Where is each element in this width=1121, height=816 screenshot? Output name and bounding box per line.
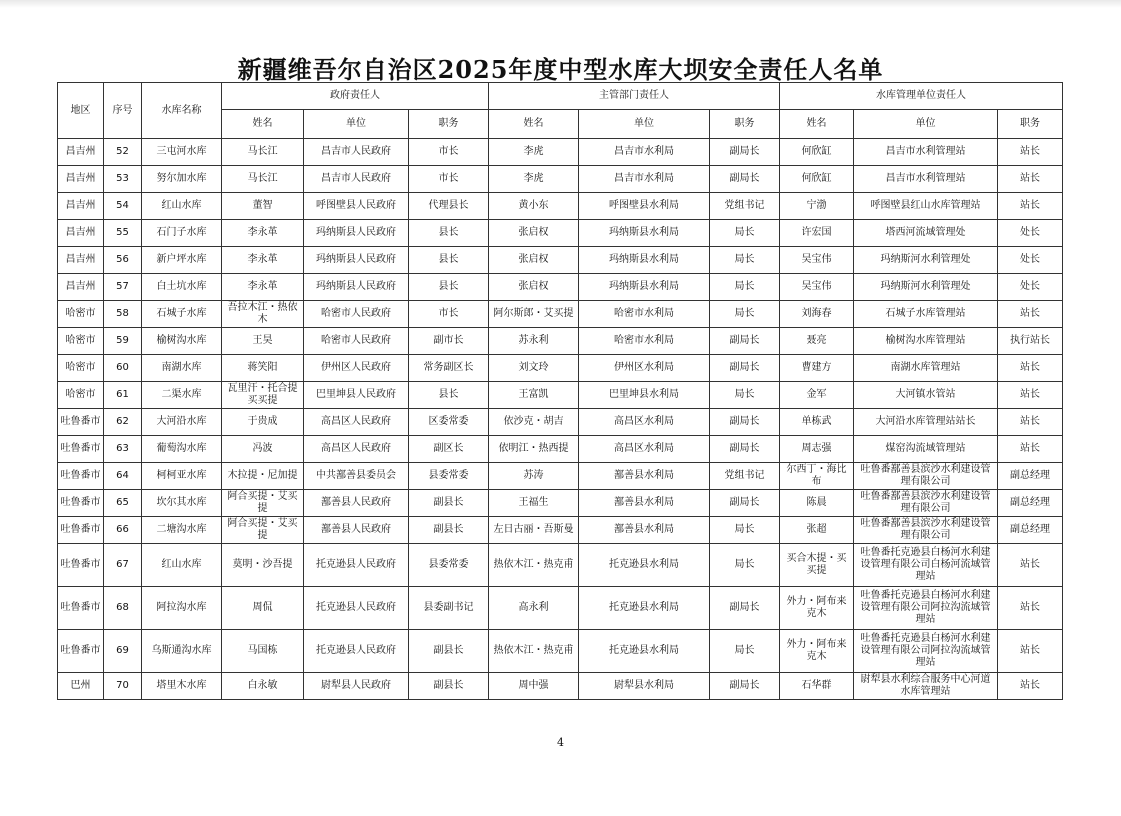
cell-mgmt-position: 站长 [998, 166, 1063, 193]
table-row [58, 544, 1063, 587]
cell-mgmt-name: 尔西丁・海比布 [780, 463, 854, 490]
cell-dept-unit: 玛纳斯县水利局 [579, 274, 710, 301]
cell-gov-name: 白永敏 [222, 673, 304, 700]
table-row [58, 193, 1063, 220]
cell-dept-position: 副局长 [710, 409, 780, 436]
cell-mgmt-position: 处长 [998, 274, 1063, 301]
cell-gov-position: 代理县长 [409, 193, 489, 220]
cell-mgmt-position: 站长 [998, 673, 1063, 700]
cell-dept-position: 党组书记 [710, 193, 780, 220]
cell-gov-unit: 哈密市人民政府 [304, 328, 409, 355]
cell-region: 哈密市 [58, 382, 104, 409]
cell-dept-unit: 高昌区水利局 [579, 436, 710, 463]
cell-reservoir: 榆树沟水库 [142, 328, 222, 355]
cell-mgmt-name: 许宏国 [780, 220, 854, 247]
cell-dept-unit: 玛纳斯县水利局 [579, 220, 710, 247]
cell-region: 哈密市 [58, 355, 104, 382]
cell-mgmt-name: 何欣缸 [780, 139, 854, 166]
cell-mgmt-position: 站长 [998, 630, 1063, 673]
header-dept-unit: 单位 [579, 110, 710, 139]
cell-gov-unit: 中共鄯善县委员会 [304, 463, 409, 490]
cell-dept-name: 黄小东 [489, 193, 579, 220]
cell-mgmt-unit: 吐鲁番托克逊县白杨河水利建设管理有限公司白杨河流域管理站 [854, 544, 998, 587]
cell-gov-name: 马长江 [222, 166, 304, 193]
cell-seq: 52 [104, 139, 142, 166]
scan-edge [0, 0, 1121, 8]
cell-gov-position: 县委常委 [409, 463, 489, 490]
cell-gov-position: 副市长 [409, 328, 489, 355]
cell-seq: 53 [104, 166, 142, 193]
cell-mgmt-unit: 大河镇水管站 [854, 382, 998, 409]
cell-dept-name: 高永利 [489, 587, 579, 630]
cell-gov-name: 莫明・沙吾提 [222, 544, 304, 587]
cell-mgmt-name: 聂亮 [780, 328, 854, 355]
cell-dept-unit: 托克逊县水利局 [579, 630, 710, 673]
cell-seq: 67 [104, 544, 142, 587]
cell-dept-position: 局长 [710, 247, 780, 274]
cell-gov-unit: 呼图壁县人民政府 [304, 193, 409, 220]
cell-seq: 63 [104, 436, 142, 463]
cell-region: 昌吉州 [58, 166, 104, 193]
cell-seq: 66 [104, 517, 142, 544]
cell-region: 昌吉州 [58, 274, 104, 301]
header-gov-name: 姓名 [222, 110, 304, 139]
cell-reservoir: 塔里木水库 [142, 673, 222, 700]
cell-mgmt-position: 站长 [998, 139, 1063, 166]
document-title: 新疆维吾尔自治区2025年度中型水库大坝安全责任人名单 [237, 55, 884, 84]
table-row [58, 166, 1063, 193]
table-row [58, 463, 1063, 490]
cell-region: 吐鲁番市 [58, 630, 104, 673]
cell-seq: 56 [104, 247, 142, 274]
cell-mgmt-position: 站长 [998, 409, 1063, 436]
cell-reservoir: 葡萄沟水库 [142, 436, 222, 463]
cell-gov-unit: 高昌区人民政府 [304, 409, 409, 436]
cell-mgmt-name: 陈晨 [780, 490, 854, 517]
cell-mgmt-position: 执行站长 [998, 328, 1063, 355]
cell-dept-unit: 伊州区水利局 [579, 355, 710, 382]
cell-mgmt-name: 石华群 [780, 673, 854, 700]
cell-dept-name: 左日古丽・吾斯曼 [489, 517, 579, 544]
cell-mgmt-unit: 煤窑沟流域管理站 [854, 436, 998, 463]
cell-seq: 58 [104, 301, 142, 328]
cell-dept-name: 王福生 [489, 490, 579, 517]
cell-reservoir: 二渠水库 [142, 382, 222, 409]
cell-gov-position: 区委常委 [409, 409, 489, 436]
cell-mgmt-unit: 吐鲁番托克逊县白杨河水利建设管理有限公司阿拉沟流域管理站 [854, 587, 998, 630]
cell-mgmt-unit: 南湖水库管理站 [854, 355, 998, 382]
cell-gov-unit: 昌吉市人民政府 [304, 139, 409, 166]
cell-mgmt-unit: 塔西河流域管理处 [854, 220, 998, 247]
cell-mgmt-name: 单栋武 [780, 409, 854, 436]
cell-mgmt-name: 何欣缸 [780, 166, 854, 193]
table-row [58, 490, 1063, 517]
cell-dept-name: 刘文玲 [489, 355, 579, 382]
cell-dept-unit: 鄯善县水利局 [579, 517, 710, 544]
cell-region: 昌吉州 [58, 193, 104, 220]
cell-mgmt-unit: 榆树沟水库管理站 [854, 328, 998, 355]
header-dept-position: 职务 [710, 110, 780, 139]
table-row [58, 301, 1063, 328]
cell-dept-position: 副局长 [710, 490, 780, 517]
cell-reservoir: 坎尔其水库 [142, 490, 222, 517]
table-row [58, 409, 1063, 436]
table-row [58, 274, 1063, 301]
cell-mgmt-position: 处长 [998, 220, 1063, 247]
table-row [58, 630, 1063, 673]
header-seq: 序号 [104, 83, 142, 139]
cell-seq: 55 [104, 220, 142, 247]
header-dept-name: 姓名 [489, 110, 579, 139]
cell-dept-position: 局长 [710, 220, 780, 247]
cell-dept-name: 苏涛 [489, 463, 579, 490]
cell-gov-unit: 托克逊县人民政府 [304, 630, 409, 673]
cell-gov-name: 木拉提・尼加提 [222, 463, 304, 490]
cell-gov-name: 周侃 [222, 587, 304, 630]
cell-gov-position: 市长 [409, 139, 489, 166]
table-row [58, 247, 1063, 274]
cell-reservoir: 石门子水库 [142, 220, 222, 247]
cell-dept-name: 依明江・热西提 [489, 436, 579, 463]
cell-dept-position: 副局长 [710, 587, 780, 630]
cell-mgmt-unit: 呼图壁县红山水库管理站 [854, 193, 998, 220]
cell-dept-position: 局长 [710, 517, 780, 544]
cell-mgmt-position: 站长 [998, 301, 1063, 328]
cell-dept-name: 热依木江・热克甫 [489, 544, 579, 587]
cell-reservoir: 新户坪水库 [142, 247, 222, 274]
cell-region: 昌吉州 [58, 139, 104, 166]
cell-mgmt-unit: 尉犁县水利综合服务中心河道水库管理站 [854, 673, 998, 700]
cell-gov-name: 李永革 [222, 274, 304, 301]
cell-reservoir: 三屯河水库 [142, 139, 222, 166]
cell-seq: 61 [104, 382, 142, 409]
cell-dept-name: 阿尔斯郎・艾买提 [489, 301, 579, 328]
cell-region: 昌吉州 [58, 247, 104, 274]
responsibility-table [57, 82, 1063, 700]
cell-seq: 70 [104, 673, 142, 700]
table-body [58, 139, 1063, 700]
cell-mgmt-unit: 大河沿水库管理站站长 [854, 409, 998, 436]
cell-mgmt-name: 吴宝伟 [780, 274, 854, 301]
header-gov-group: 政府责任人 [222, 83, 489, 110]
cell-gov-unit: 巴里坤县人民政府 [304, 382, 409, 409]
cell-gov-position: 副县长 [409, 630, 489, 673]
cell-mgmt-position: 站长 [998, 544, 1063, 587]
cell-gov-name: 阿合买提・艾买提 [222, 490, 304, 517]
page-number: 4 [557, 736, 564, 749]
cell-mgmt-position: 处长 [998, 247, 1063, 274]
cell-gov-position: 县长 [409, 382, 489, 409]
table-row [58, 382, 1063, 409]
cell-dept-name: 王富凯 [489, 382, 579, 409]
cell-gov-unit: 哈密市人民政府 [304, 301, 409, 328]
cell-region: 哈密市 [58, 328, 104, 355]
cell-gov-unit: 昌吉市人民政府 [304, 166, 409, 193]
cell-dept-position: 副局长 [710, 139, 780, 166]
cell-seq: 60 [104, 355, 142, 382]
cell-mgmt-name: 吴宝伟 [780, 247, 854, 274]
cell-dept-position: 局长 [710, 382, 780, 409]
cell-gov-name: 董智 [222, 193, 304, 220]
header-region: 地区 [58, 83, 104, 139]
cell-seq: 54 [104, 193, 142, 220]
cell-seq: 62 [104, 409, 142, 436]
cell-dept-position: 局长 [710, 274, 780, 301]
header-mgmt-name: 姓名 [780, 110, 854, 139]
cell-gov-position: 副区长 [409, 436, 489, 463]
cell-mgmt-name: 买合木提・买买提 [780, 544, 854, 587]
header-gov-position: 职务 [409, 110, 489, 139]
cell-gov-position: 县长 [409, 247, 489, 274]
cell-dept-position: 局长 [710, 301, 780, 328]
cell-region: 吐鲁番市 [58, 587, 104, 630]
cell-reservoir: 红山水库 [142, 193, 222, 220]
cell-mgmt-unit: 吐鲁番鄯善县滨沙水利建设管理有限公司 [854, 490, 998, 517]
cell-gov-position: 副县长 [409, 673, 489, 700]
cell-reservoir: 石城子水库 [142, 301, 222, 328]
cell-reservoir: 白土坑水库 [142, 274, 222, 301]
cell-gov-unit: 鄯善县人民政府 [304, 490, 409, 517]
cell-seq: 65 [104, 490, 142, 517]
cell-mgmt-name: 周志强 [780, 436, 854, 463]
cell-region: 吐鲁番市 [58, 409, 104, 436]
cell-gov-unit: 玛纳斯县人民政府 [304, 247, 409, 274]
cell-gov-unit: 托克逊县人民政府 [304, 587, 409, 630]
cell-gov-name: 李永革 [222, 247, 304, 274]
cell-region: 吐鲁番市 [58, 436, 104, 463]
cell-mgmt-name: 曹建方 [780, 355, 854, 382]
cell-gov-name: 马长江 [222, 139, 304, 166]
cell-dept-name: 李虎 [489, 139, 579, 166]
cell-gov-position: 市长 [409, 166, 489, 193]
cell-gov-position: 县长 [409, 274, 489, 301]
cell-mgmt-unit: 吐鲁番托克逊县白杨河水利建设管理有限公司阿拉沟流域管理站 [854, 630, 998, 673]
cell-seq: 69 [104, 630, 142, 673]
cell-dept-unit: 昌吉市水利局 [579, 166, 710, 193]
cell-gov-unit: 尉犁县人民政府 [304, 673, 409, 700]
table-row [58, 673, 1063, 700]
cell-mgmt-unit: 石城子水库管理站 [854, 301, 998, 328]
cell-mgmt-unit: 昌吉市水利管理站 [854, 166, 998, 193]
cell-mgmt-unit: 昌吉市水利管理站 [854, 139, 998, 166]
cell-gov-position: 县委副书记 [409, 587, 489, 630]
cell-mgmt-name: 外力・阿布来克木 [780, 630, 854, 673]
cell-dept-unit: 呼图壁县水利局 [579, 193, 710, 220]
cell-reservoir: 乌斯通沟水库 [142, 630, 222, 673]
cell-reservoir: 红山水库 [142, 544, 222, 587]
table-row [58, 355, 1063, 382]
cell-gov-position: 副县长 [409, 517, 489, 544]
cell-mgmt-position: 站长 [998, 587, 1063, 630]
cell-mgmt-name: 刘海春 [780, 301, 854, 328]
cell-gov-position: 市长 [409, 301, 489, 328]
cell-mgmt-position: 站长 [998, 436, 1063, 463]
cell-gov-position: 县委常委 [409, 544, 489, 587]
cell-mgmt-name: 宁渤 [780, 193, 854, 220]
cell-seq: 59 [104, 328, 142, 355]
header-mgmt-unit: 单位 [854, 110, 998, 139]
cell-reservoir: 阿拉沟水库 [142, 587, 222, 630]
cell-dept-unit: 鄯善县水利局 [579, 463, 710, 490]
table-row [58, 220, 1063, 247]
cell-mgmt-unit: 吐鲁番鄯善县滨沙水利建设管理有限公司 [854, 517, 998, 544]
cell-gov-name: 瓦里汗・托合提买买提 [222, 382, 304, 409]
cell-mgmt-position: 副总经理 [998, 490, 1063, 517]
cell-mgmt-position: 站长 [998, 355, 1063, 382]
cell-dept-name: 李虎 [489, 166, 579, 193]
cell-region: 吐鲁番市 [58, 544, 104, 587]
cell-gov-name: 蒋笑阳 [222, 355, 304, 382]
cell-gov-unit: 托克逊县人民政府 [304, 544, 409, 587]
cell-mgmt-unit: 玛纳斯河水利管理处 [854, 247, 998, 274]
cell-dept-position: 副局长 [710, 355, 780, 382]
cell-gov-position: 县长 [409, 220, 489, 247]
cell-region: 吐鲁番市 [58, 517, 104, 544]
cell-dept-position: 副局长 [710, 328, 780, 355]
cell-seq: 57 [104, 274, 142, 301]
header-mgmt-group: 水库管理单位责任人 [780, 83, 1063, 110]
cell-mgmt-position: 站长 [998, 382, 1063, 409]
cell-gov-name: 冯波 [222, 436, 304, 463]
cell-gov-unit: 高昌区人民政府 [304, 436, 409, 463]
cell-region: 巴州 [58, 673, 104, 700]
cell-gov-name: 王昊 [222, 328, 304, 355]
cell-dept-name: 张启权 [489, 274, 579, 301]
cell-dept-unit: 哈密市水利局 [579, 301, 710, 328]
cell-gov-unit: 鄯善县人民政府 [304, 517, 409, 544]
cell-mgmt-unit: 玛纳斯河水利管理处 [854, 274, 998, 301]
cell-mgmt-name: 外力・阿布来克木 [780, 587, 854, 630]
table-row [58, 328, 1063, 355]
table-row [58, 517, 1063, 544]
cell-mgmt-unit: 吐鲁番鄯善县滨沙水利建设管理有限公司 [854, 463, 998, 490]
cell-dept-name: 苏永利 [489, 328, 579, 355]
cell-gov-name: 于贵成 [222, 409, 304, 436]
cell-dept-unit: 鄯善县水利局 [579, 490, 710, 517]
table-row [58, 139, 1063, 166]
cell-gov-unit: 玛纳斯县人民政府 [304, 274, 409, 301]
table-row [58, 436, 1063, 463]
cell-gov-unit: 玛纳斯县人民政府 [304, 220, 409, 247]
cell-gov-name: 吾拉木江・热依木 [222, 301, 304, 328]
table-row [58, 587, 1063, 630]
cell-reservoir: 柯柯亚水库 [142, 463, 222, 490]
cell-reservoir: 二塘沟水库 [142, 517, 222, 544]
cell-gov-position: 副县长 [409, 490, 489, 517]
header-dept-group: 主管部门责任人 [489, 83, 780, 110]
cell-mgmt-name: 金军 [780, 382, 854, 409]
cell-dept-name: 依沙克・胡吉 [489, 409, 579, 436]
cell-gov-name: 阿合买提・艾买提 [222, 517, 304, 544]
cell-seq: 64 [104, 463, 142, 490]
cell-region: 吐鲁番市 [58, 490, 104, 517]
cell-mgmt-position: 副总经理 [998, 463, 1063, 490]
cell-dept-unit: 高昌区水利局 [579, 409, 710, 436]
cell-gov-position: 常务副区长 [409, 355, 489, 382]
cell-gov-name: 李永革 [222, 220, 304, 247]
cell-dept-unit: 托克逊县水利局 [579, 544, 710, 587]
header-reservoir: 水库名称 [142, 83, 222, 139]
cell-dept-name: 张启权 [489, 247, 579, 274]
cell-dept-unit: 哈密市水利局 [579, 328, 710, 355]
cell-dept-position: 副局长 [710, 436, 780, 463]
cell-dept-unit: 尉犁县水利局 [579, 673, 710, 700]
cell-dept-name: 热依木江・热克甫 [489, 630, 579, 673]
cell-dept-position: 局长 [710, 544, 780, 587]
cell-reservoir: 南湖水库 [142, 355, 222, 382]
cell-gov-unit: 伊州区人民政府 [304, 355, 409, 382]
cell-region: 哈密市 [58, 301, 104, 328]
cell-dept-name: 张启权 [489, 220, 579, 247]
cell-dept-position: 局长 [710, 630, 780, 673]
header-mgmt-position: 职务 [998, 110, 1063, 139]
cell-region: 吐鲁番市 [58, 463, 104, 490]
cell-dept-position: 党组书记 [710, 463, 780, 490]
cell-dept-name: 周中强 [489, 673, 579, 700]
cell-seq: 68 [104, 587, 142, 630]
cell-dept-unit: 昌吉市水利局 [579, 139, 710, 166]
cell-dept-unit: 玛纳斯县水利局 [579, 247, 710, 274]
cell-mgmt-position: 副总经理 [998, 517, 1063, 544]
cell-reservoir: 努尔加水库 [142, 166, 222, 193]
cell-dept-position: 副局长 [710, 673, 780, 700]
cell-mgmt-name: 张超 [780, 517, 854, 544]
cell-reservoir: 大河沿水库 [142, 409, 222, 436]
cell-dept-position: 副局长 [710, 166, 780, 193]
cell-dept-unit: 巴里坤县水利局 [579, 382, 710, 409]
cell-mgmt-position: 站长 [998, 193, 1063, 220]
cell-gov-name: 马国栋 [222, 630, 304, 673]
cell-region: 昌吉州 [58, 220, 104, 247]
cell-dept-unit: 托克逊县水利局 [579, 587, 710, 630]
header-gov-unit: 单位 [304, 110, 409, 139]
